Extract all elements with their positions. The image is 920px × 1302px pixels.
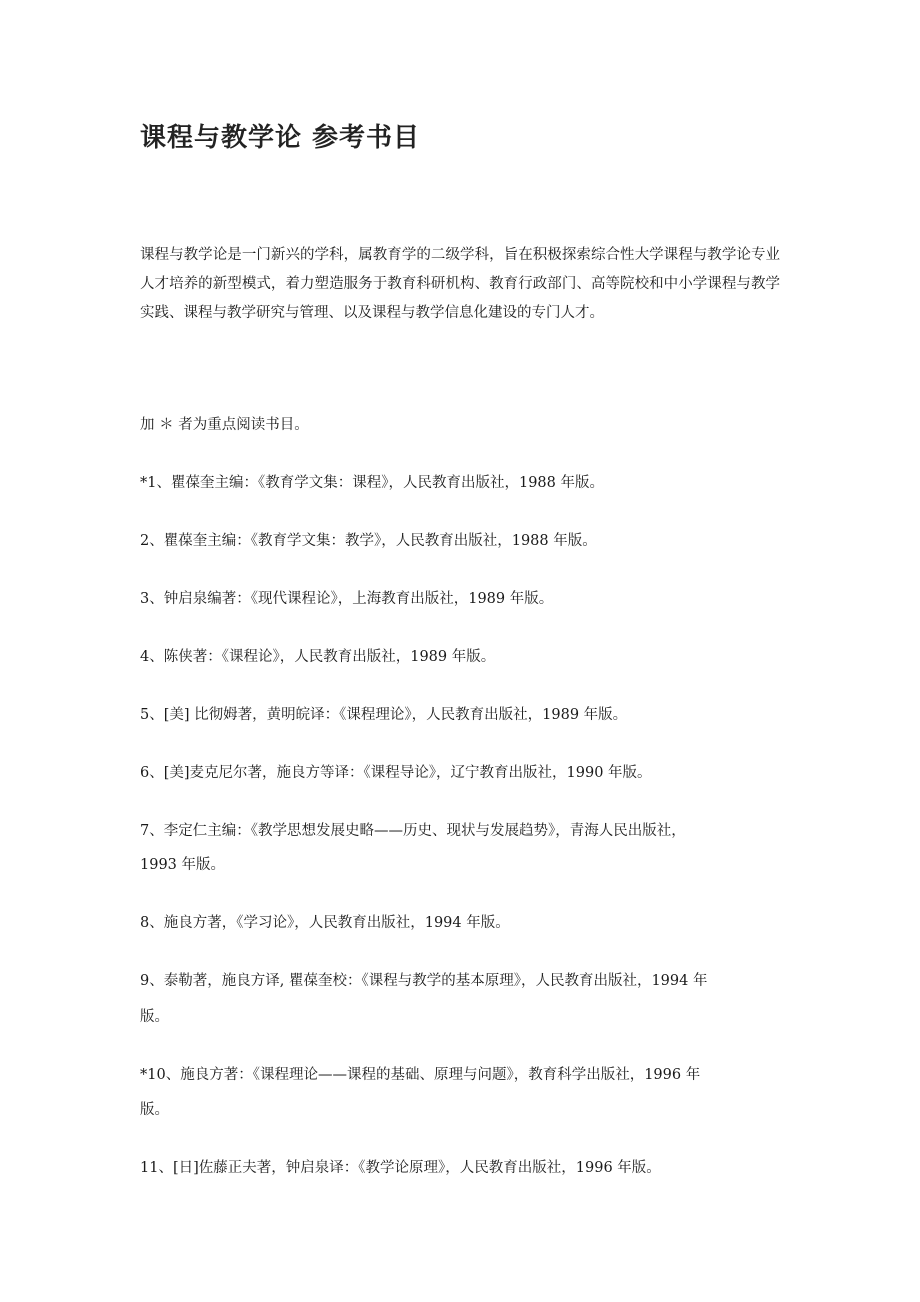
bibliography-entry: 5、[美] 比彻姆著，黄明皖译：《课程理论》，人民教育出版社，1989 年版。: [140, 707, 628, 723]
bibliography-entry: 7、李定仁主编：《教学思想发展史略——历史、现状与发展趋势》，青海人民出版社，: [140, 823, 686, 839]
bibliography-entry: 9、泰勒著，施良方译, 瞿葆奎校：《课程与教学的基本原理》，人民教育出版社，1994 年: [140, 973, 708, 989]
bibliography-entry: *10、施良方著：《课程理论——课程的基础、原理与问题》，教育科学出版社，1996 年: [140, 1067, 701, 1083]
bibliography-entry-continued: 版。: [140, 1009, 169, 1025]
bibliography-entry: *1、瞿葆奎主编：《教育学文集：课程》，人民教育出版社，1988 年版。: [140, 475, 604, 491]
bibliography-entry: 8、施良方著，《学习论》，人民教育出版社，1994 年版。: [140, 915, 510, 931]
intro-paragraph: 课程与教学论是一门新兴的学科，属教育学的二级学科，旨在积极探索综合性大学课程与教学论专业人才培养的新型模式，着力塑造服务于教育科研机构、教育行政部门、高等院校和中小学课程与教学实践、课程与教学研究与管理、以及课程与教学信息化建设的专门人才。: [140, 247, 780, 321]
bibliography-entry: 6、[美]麦克尼尔著，施良方等译：《课程导论》，辽宁教育出版社，1990 年版。: [140, 765, 652, 781]
document-title: 课程与教学论 参考书目: [140, 123, 421, 153]
bibliography-entry: 11、[日]佐藤正夫著，钟启泉译：《教学论原理》，人民教育出版社，1996 年版。: [140, 1160, 661, 1176]
bibliography-entry: 4、陈侠著：《课程论》，人民教育出版社，1989 年版。: [140, 649, 496, 665]
bibliography-entry: 3、钟启泉编著：《现代课程论》，上海教育出版社，1989 年版。: [140, 591, 554, 607]
reading-note: 加 ＊ 者为重点阅读书目。: [140, 417, 309, 433]
bibliography-entry: 2、瞿葆奎主编：《教育学文集：教学》，人民教育出版社，1988 年版。: [140, 533, 597, 549]
bibliography-entry-continued: 1993 年版。: [140, 857, 226, 873]
bibliography-entry-continued: 版。: [140, 1102, 169, 1118]
